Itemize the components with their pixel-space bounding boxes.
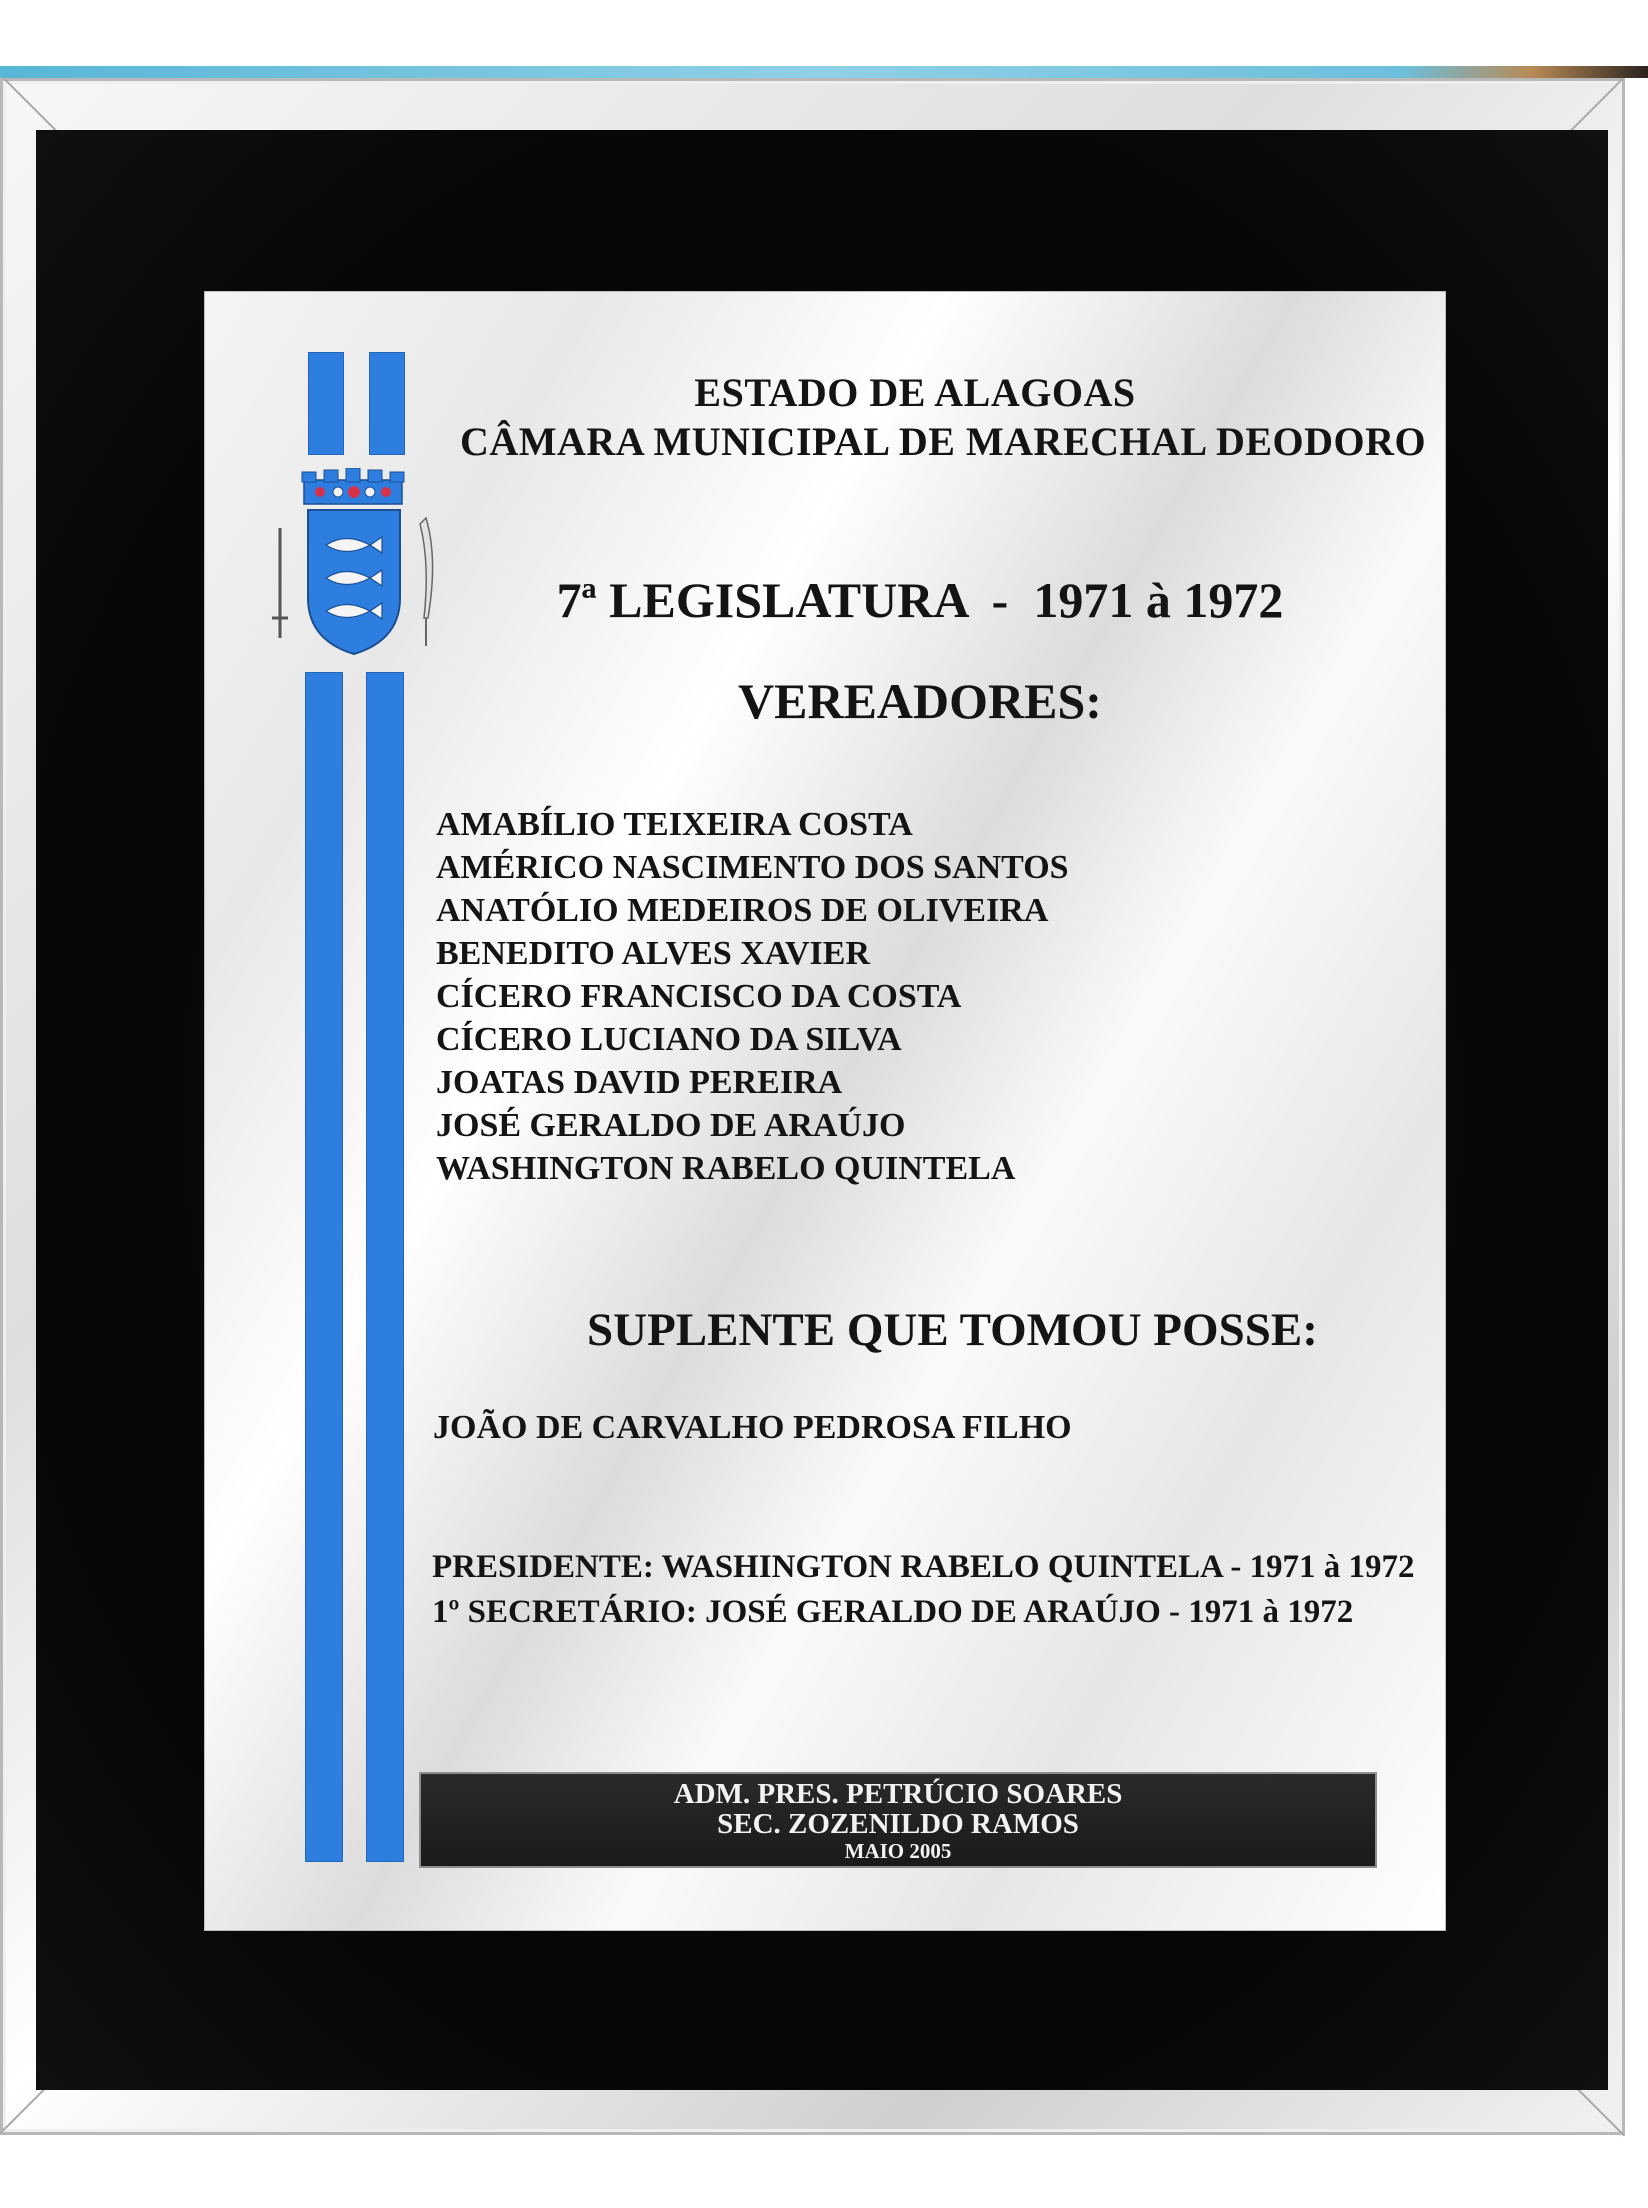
blue-stripe-top-right bbox=[369, 352, 405, 455]
footer-secretary-line: SEC. ZOZENILDO RAMOS bbox=[717, 1808, 1079, 1840]
secretary-line: 1º SECRETÁRIO: JOSÉ GERALDO DE ARAÚJO - 1971 à 1972 bbox=[432, 1594, 1354, 1630]
legislature-title: 7ª LEGISLATURA - 1971 à 1972 bbox=[556, 572, 1284, 628]
list-item: BENEDITO ALVES XAVIER bbox=[436, 935, 870, 972]
councillors-list bbox=[436, 803, 1069, 1190]
footer-admin-line: ADM. PRES. PETRÚCIO SOARES bbox=[673, 1778, 1123, 1810]
list-item: CÍCERO FRANCISCO DA COSTA bbox=[436, 978, 962, 1015]
list-item: ANATÓLIO MEDEIROS DE OLIVEIRA bbox=[436, 892, 1049, 929]
mural-crown bbox=[302, 468, 404, 504]
list-item: WASHINGTON RABELO QUINTELA bbox=[436, 1150, 1016, 1187]
chamber-name: CÂMARA MUNICIPAL DE MARECHAL DEODORO bbox=[460, 419, 1427, 464]
councillors-heading: VEREADORES: bbox=[738, 673, 1102, 729]
coat-of-arms-icon bbox=[268, 468, 440, 664]
blue-stripe-long-right bbox=[366, 672, 404, 1862]
photo-background-strip bbox=[0, 66, 1648, 78]
list-item: AMABÍLIO TEIXEIRA COSTA bbox=[436, 806, 913, 843]
blue-stripe-long-left bbox=[305, 672, 343, 1862]
frame-miter-top-left bbox=[2, 77, 60, 135]
state-name: ESTADO DE ALAGOAS bbox=[694, 370, 1136, 415]
blue-stripe-top-left bbox=[308, 352, 344, 455]
footer-date-line: MAIO 2005 bbox=[844, 1839, 952, 1863]
footer-plate bbox=[421, 1774, 1375, 1866]
list-item: JOSÉ GERALDO DE ARAÚJO bbox=[436, 1107, 906, 1144]
list-item: AMÉRICO NASCIMENTO DOS SANTOS bbox=[436, 849, 1069, 886]
substitute-name: JOÃO DE CARVALHO PEDROSA FILHO bbox=[433, 1409, 1072, 1446]
list-item: JOATAS DAVID PEREIRA bbox=[436, 1064, 843, 1101]
list-item: CÍCERO LUCIANO DA SILVA bbox=[436, 1021, 902, 1058]
substitute-heading: SUPLENTE QUE TOMOU POSSE: bbox=[587, 1304, 1318, 1356]
frame-miter-top-right bbox=[1565, 78, 1623, 136]
president-line: PRESIDENTE: WASHINGTON RABELO QUINTELA - 1971 à 1972 bbox=[432, 1549, 1415, 1585]
